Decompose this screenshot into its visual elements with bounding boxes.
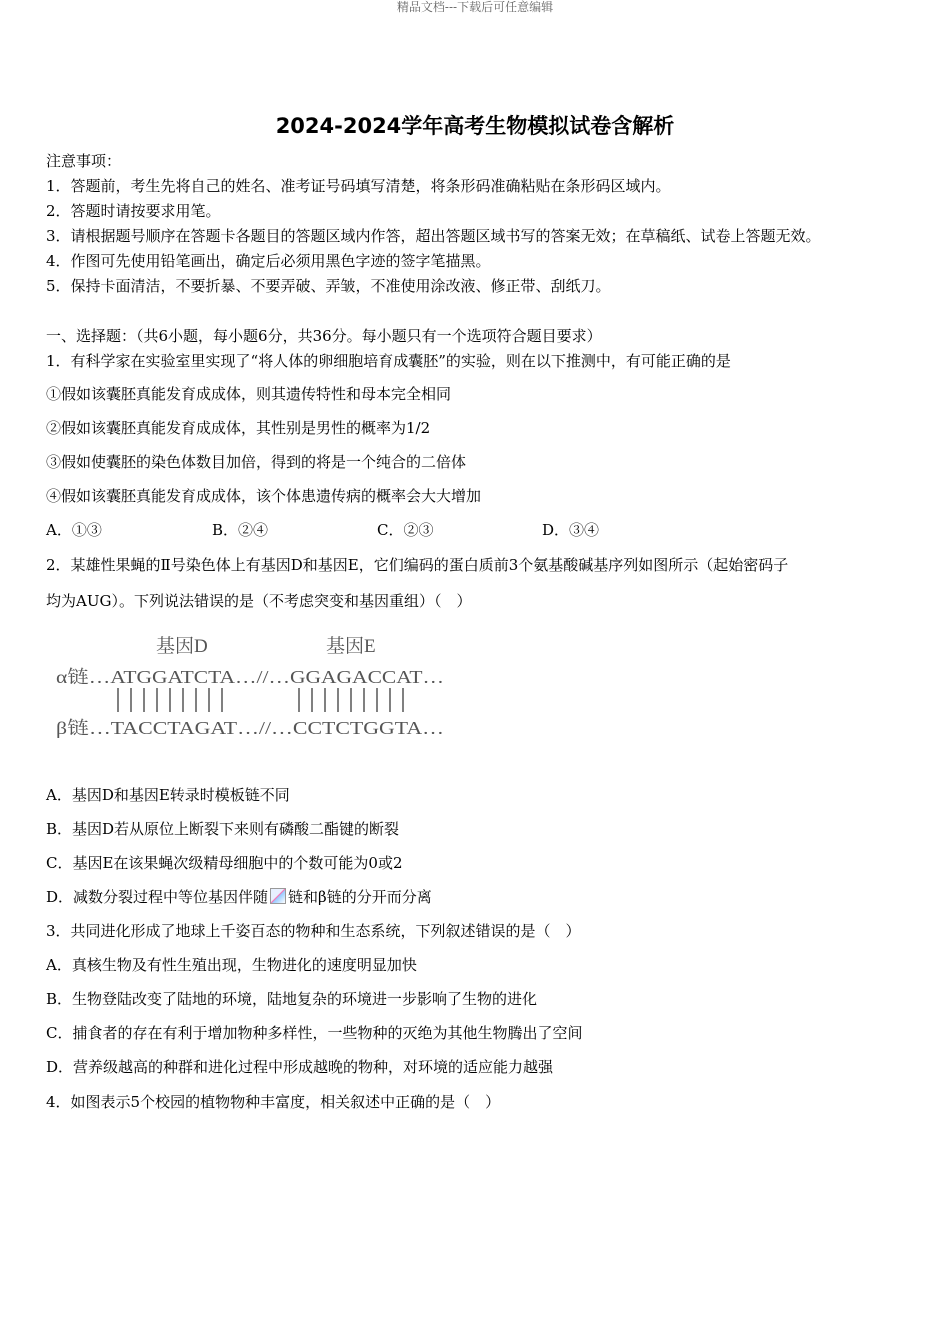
base-pair-bonds (118, 688, 403, 712)
question-1-statement: ④假如该囊胚真能发育成成体，该个体患遗传病的概率会大大增加 (46, 487, 482, 505)
page-title: 2024-2024学年高考生物模拟试卷含解析 (275, 114, 675, 138)
notice-item: 4．作图可先使用铅笔画出，确定后必须用黑色字迹的签字笔描黑。 (46, 252, 491, 270)
question-3-option-b: B．生物登陆改变了陆地的环境，陆地复杂的环境进一步影响了生物的进化 (46, 990, 538, 1008)
section-heading: 一、选择题：（共6小题，每小题6分，共36分。每小题只有一个选项符合题目要求） (46, 327, 602, 345)
broken-image-icon (270, 888, 286, 904)
question-3-option-c: C．捕食者的存在有利于增加物种多样性，一些物种的灭绝为其他生物腾出了空间 (46, 1024, 583, 1042)
question-1-statement: ③假如使囊胚的染色体数目加倍，得到的将是一个纯合的二倍体 (46, 453, 467, 471)
page-header-note: 精品文档---下载后可任意编辑 (396, 0, 554, 14)
question-2-option-c: C．基因E在该果蝇次级精母细胞中的个数可能为0或2 (46, 854, 403, 872)
question-2-option-d-suffix: 链和β链的分开而分离 (288, 888, 432, 906)
notice-item: 1．答题前，考生先将自己的姓名、准考证号码填写清楚，将条形码准确粘贴在条形码区域内。 (46, 177, 671, 195)
question-1-statement: ①假如该囊胚真能发育成成体，则其遗传特性和母本完全相同 (46, 385, 452, 403)
notice-heading: 注意事项： (46, 152, 122, 170)
notice-item: 2．答题时请按要求用笔。 (46, 202, 221, 220)
question-2-option-d (46, 887, 432, 907)
gene-d-label: 基因D (156, 636, 208, 657)
question-1-option-d: D．③④ (542, 521, 600, 539)
question-2-option-d-prefix: D．减数分裂过程中等位基因伴随 (46, 888, 269, 906)
gene-e-label: 基因E (326, 636, 376, 657)
dna-sequence-figure (56, 630, 456, 745)
question-2-option-b: B．基因D若从原位上断裂下来则有磷酸二酯键的断裂 (46, 820, 400, 838)
question-1-option-c: C．②③ (377, 521, 434, 539)
question-1-stem: 1．有科学家在实验室里实现了“将人体的卵细胞培育成囊胚”的实验，则在以下推测中，有可能正确的是 (46, 352, 731, 370)
question-4-stem: 4．如图表示5个校园的植物物种丰富度，相关叙述中正确的是（ ） (46, 1093, 501, 1111)
notice-item: 5．保持卡面清洁，不要折暴、不要弄破、弄皱，不准使用涂改液、修正带、刮纸刀。 (46, 277, 611, 295)
question-2-option-a: A．基因D和基因E转录时模板链不同 (46, 786, 290, 804)
question-1-option-a: A．①③ (46, 521, 102, 539)
notice-item: 3．请根据题号顺序在答题卡各题目的答题区域内作答，超出答题区域书写的答案无效；在草稿纸、试卷上答题无效。 (46, 227, 821, 245)
alpha-strand-sequence: α链…ATGGATCTA…//…GGAGACCAT… (56, 667, 444, 687)
question-3-option-a: A．真核生物及有性生殖出现，生物进化的速度明显加快 (46, 956, 417, 974)
question-3-option-d: D．营养级越高的种群和进化过程中形成越晚的物种，对环境的适应能力越强 (46, 1058, 554, 1076)
question-2-stem-line2: 均为AUG）。下列说法错误的是（不考虑突变和基因重组）（ ） (46, 592, 472, 610)
beta-strand-sequence: β链…TACCTAGAT…//…CCTCTGGTA… (56, 718, 444, 738)
question-3-stem: 3．共同进化形成了地球上千姿百态的物种和生态系统，下列叙述错误的是（ ） (46, 922, 581, 940)
question-1-option-b: B．②④ (212, 521, 269, 539)
question-1-statement: ②假如该囊胚真能发育成成体，其性别是男性的概率为1/2 (46, 419, 431, 437)
question-2-stem-line1: 2．某雄性果蝇的Ⅱ号染色体上有基因D和基因E，它们编码的蛋白质前3个氨基酸碱基序列如图所示（起始密码子 (46, 556, 789, 574)
